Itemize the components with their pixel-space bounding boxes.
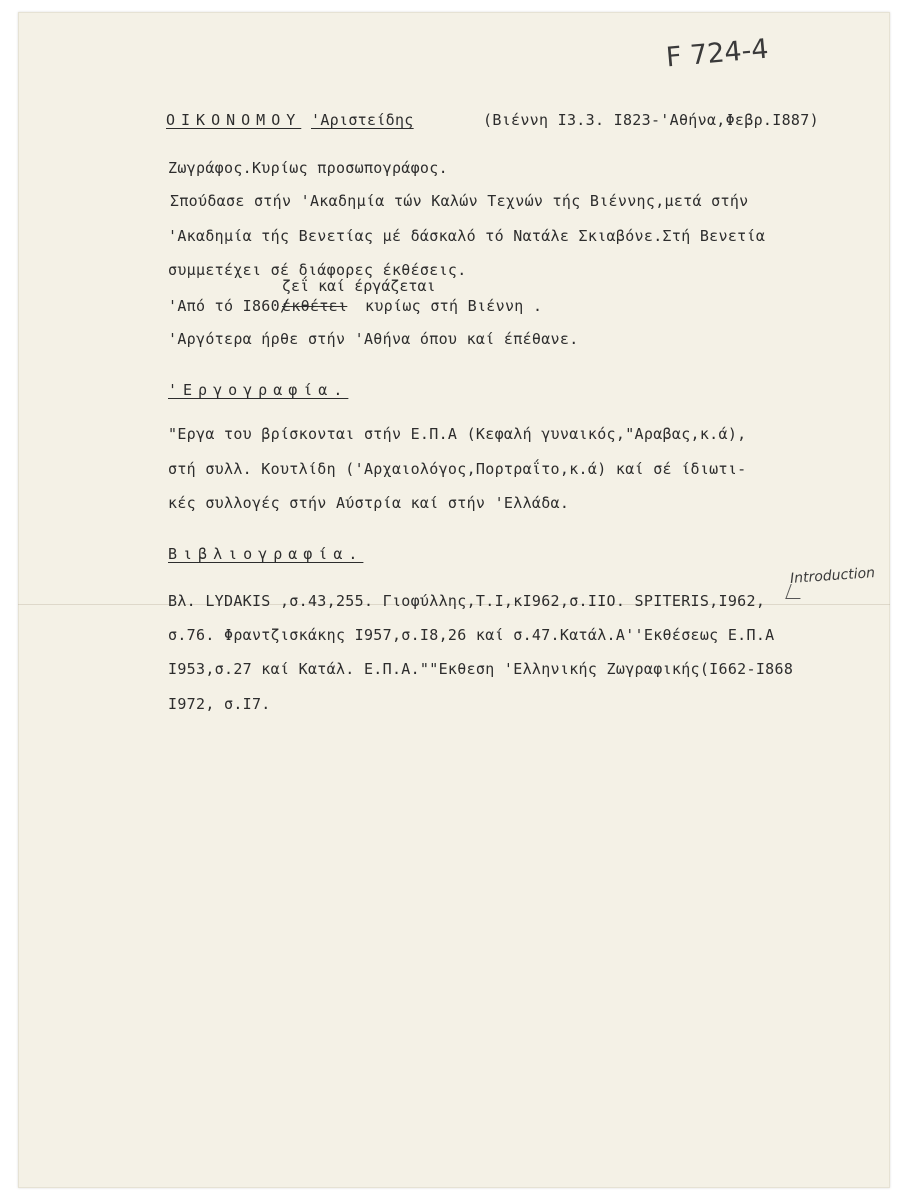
artist-surname: ΟΙΚΟΝΟΜΟΥ [166, 111, 302, 129]
works-line: "Εργα του βρίσκονται στήν Ε.Π.Α (Κεφαλή γυναικός,"Αραβας,κ.ά), [168, 425, 747, 443]
bibliography-line: Ι972, σ.Ι7. [168, 695, 271, 713]
bibliography-line: Ι953,σ.27 καί Κατάλ. Ε.Π.Α.""Εκθεση 'Ελληνικής Ζωγραφικής(Ι662-Ι868 [168, 660, 794, 678]
bio-line: 'Αργότερα ήρθε στήν 'Αθήνα όπου καί έπέθανε. [168, 330, 579, 348]
bio-line: 'Ακαδημία τής Βενετίας μέ δάσκαλό τό Νατάλε Σκιαβόνε.Στή Βενετία [168, 227, 766, 245]
bio-line: Σπούδασε στήν 'Ακαδημία τών Καλών Τεχνών τής Βιέννης,μετά στήν [170, 192, 749, 210]
inserted-correction: ζεΐ καί έργάζεται [282, 277, 436, 295]
bibliography-line: σ.76. Φραντζισκάκης Ι957,σ.Ι8,26 καί σ.47.Κατάλ.Α''Εκθέσεως Ε.Π.Α [168, 626, 775, 644]
bio-line: Ζωγράφος.Κυρίως προσωπογράφος. [168, 159, 448, 177]
works-heading: 'Εργογραφία. [168, 381, 349, 399]
works-line: στή συλλ. Κουτλίδη ('Αρχαιολόγος,Πορτραΐτο,κ.ά) καί σέ ίδιωτι- [168, 460, 747, 478]
file-reference: F 724-4 [664, 33, 770, 74]
handwritten-annotation: Introduction [789, 565, 876, 587]
bio-line: 'Από τό Ι860/ [168, 297, 290, 315]
bio-line: συμμετέχει σέ διάφορες έκθέσεις. [168, 261, 467, 279]
document-page [18, 12, 890, 1188]
annotation-caret [785, 584, 805, 599]
bibliography-line: Βλ. LYDAKIS ,σ.43,255. Γιοφύλλης,Τ.Ι,κΙ962,σ.ΙΙΟ. SPITERIS,Ι962, [168, 592, 766, 610]
bibliography-heading: Βιβλιογραφία. [168, 545, 364, 563]
works-line: κές συλλογές στήν Αύστρία καί στήν 'Ελλάδα. [168, 494, 570, 512]
bio-line: κυρίως στή Βιέννη . [365, 297, 543, 315]
artist-dates: (Βιέννη Ι3.3. Ι823-'Αθήνα,Φεβρ.Ι887) [483, 111, 819, 129]
struck-word: έκθέτει [282, 297, 348, 315]
artist-given-name: 'Αριστείδης [311, 111, 414, 129]
